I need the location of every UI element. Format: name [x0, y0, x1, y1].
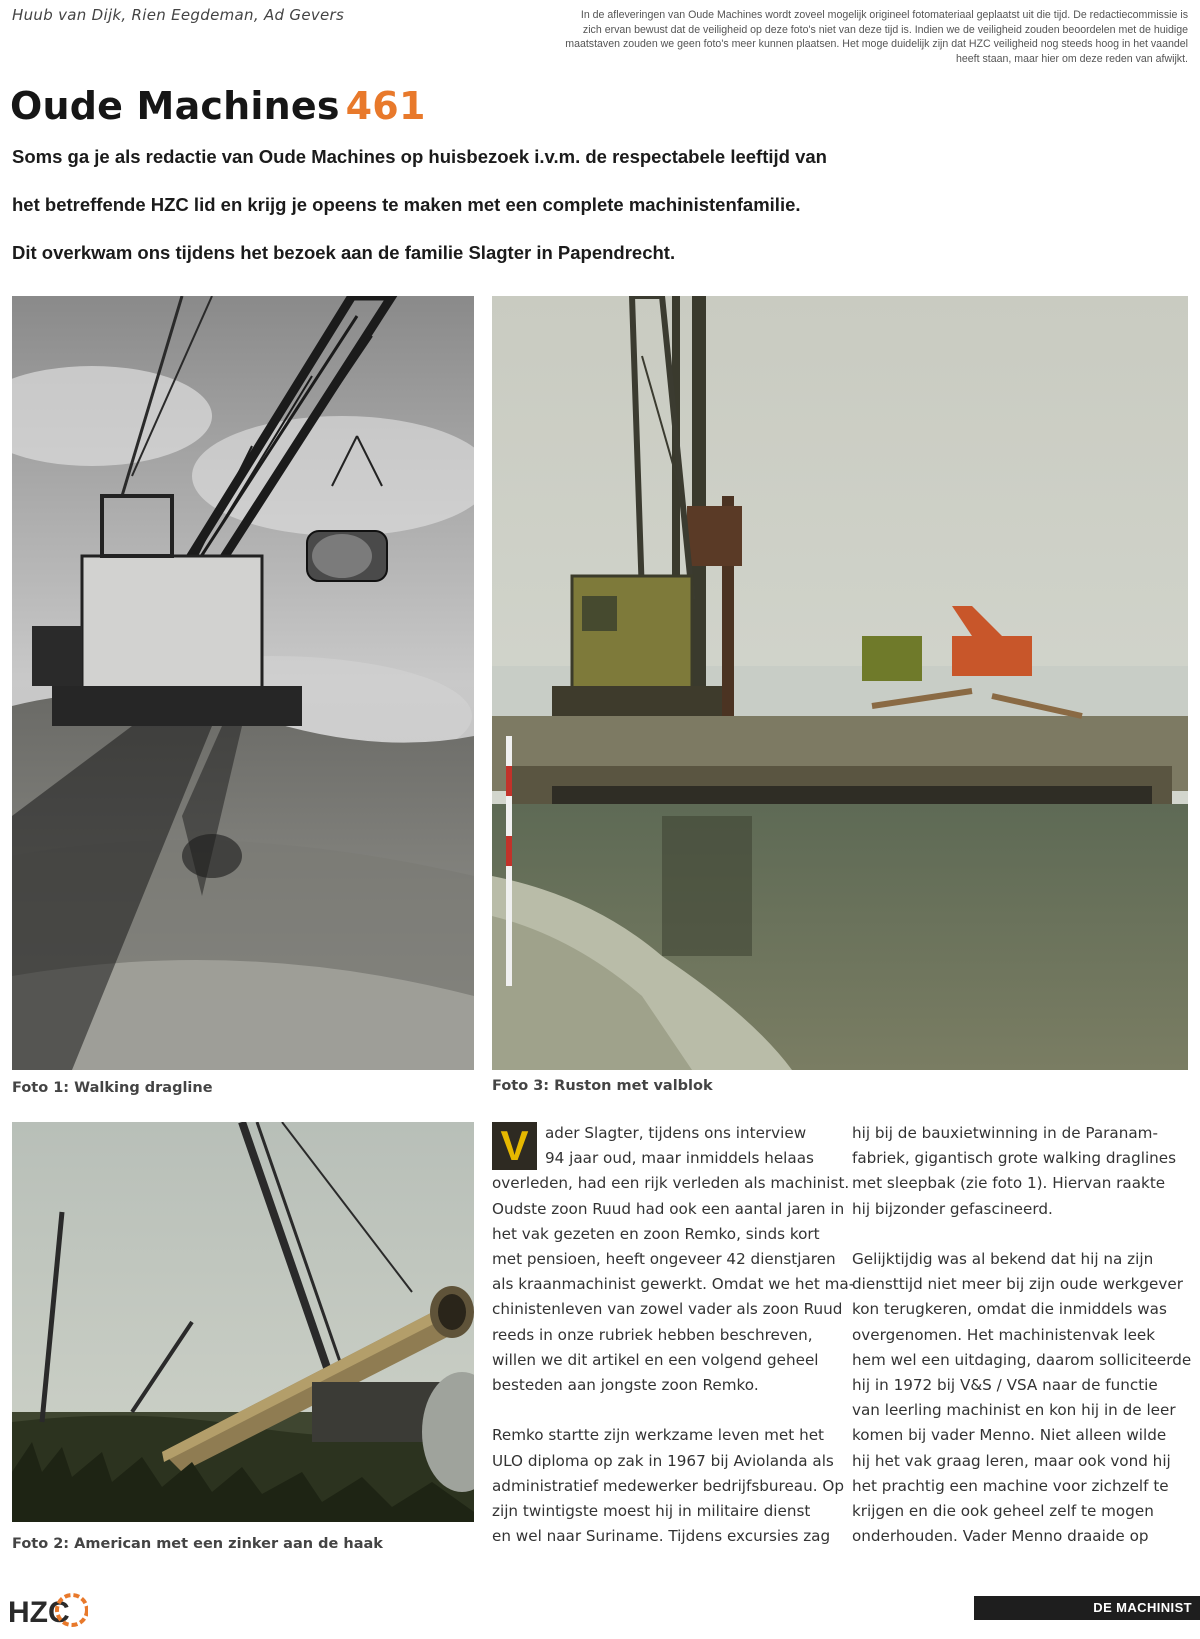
column-2-line: diensttijd niet meer bij zijn oude werkgever	[852, 1275, 1183, 1294]
article-column-1	[492, 1121, 854, 1549]
column-1-line: en wel naar Suriname. Tijdens excursies zag	[492, 1527, 831, 1546]
column-1-line: reeds in onze rubriek hebben beschreven,	[492, 1325, 813, 1344]
column-2-line: het prachtig een machine voor zichzelf te	[852, 1476, 1169, 1495]
caption-foto-2: Foto 2: American met een zinker aan de haak	[12, 1536, 383, 1552]
column-1-line: Oudste zoon Ruud had ook een aantal jaren in	[492, 1199, 845, 1218]
page-title	[10, 84, 426, 128]
hzc-logo	[8, 1590, 88, 1630]
column-1-line: Remko startte zijn werkzame leven met het	[492, 1426, 824, 1445]
column-2-line: fabriek, gigantisch grote walking draglines	[852, 1149, 1177, 1168]
article-column-2	[852, 1121, 1191, 1549]
magazine-name: DE MACHINIST	[974, 1596, 1200, 1620]
column-1-line: met pensioen, heeft ongeveer 42 dienstjaren	[492, 1250, 836, 1269]
column-1-line: willen we dit artikel en een volgend geheel	[492, 1350, 819, 1369]
column-1-line: besteden aan jongste zoon Remko.	[492, 1376, 759, 1395]
column-2-line: overgenomen. Het machinistenvak leek	[852, 1325, 1156, 1344]
column-1-line: 94 jaar oud, maar inmiddels helaas	[545, 1149, 814, 1168]
column-2-line: komen bij vader Menno. Niet alleen wilde	[852, 1426, 1167, 1445]
column-1-line: ader Slagter, tijdens ons interview	[545, 1124, 807, 1142]
photo-walking-dragline	[12, 296, 474, 1070]
column-2-line: hem wel een uitdaging, daarom solliciteerde	[852, 1350, 1192, 1369]
column-2-line: onderhouden. Vader Menno draaide op	[852, 1527, 1149, 1546]
intro-line-1: Soms ga je als redactie van Oude Machines op huisbezoek i.v.m. de respectabele leeftijd van	[12, 146, 827, 167]
column-2-line: hij bij de bauxietwinning in de Paranam-	[852, 1124, 1158, 1142]
column-2-line: van leerling machinist en kon hij in de leer	[852, 1401, 1176, 1420]
column-1-line: zijn twintigste moest hij in militaire dienst	[492, 1502, 811, 1521]
authors-byline: Huub van Dijk, Rien Eegdeman, Ad Gevers	[12, 6, 345, 24]
column-2-line: hij in 1972 bij V&S / VSA naar de functie	[852, 1376, 1158, 1395]
column-1-line: administratief medewerker bedrijfsbureau. Op	[492, 1476, 844, 1495]
intro-line-3: Dit overkwam ons tijdens het bezoek aan de familie Slagter in Papendrecht.	[12, 242, 676, 263]
intro-line-2: het betreffende HZC lid en krijg je opeens te maken met een complete machinistenfamilie.	[12, 194, 801, 215]
caption-foto-1: Foto 1: Walking dragline	[12, 1080, 213, 1096]
safety-disclaimer: In de afleveringen van Oude Machines wordt zoveel mogelijk origineel fotomateriaal geplaatst uit die tijd. De redactiecommissie is zich ervan bewust dat de veiligheid op deze foto's niet van deze tijd is. Indien we de veiligheid zouden beoordelen met de huidige maatstaven zouden we geen foto's meer kunnen plaatsen. Het moge duidelijk zijn dat HZC veiligheid nog steeds hoog in het vaandel heeft staan, maar hier om deze reden van afwijkt.	[565, 9, 1188, 65]
column-2-line: kon terugkeren, omdat die inmiddels was	[852, 1300, 1167, 1319]
column-1-line: overleden, had een rijk verleden als machinist.	[492, 1174, 850, 1193]
column-1-line: ULO diploma op zak in 1967 bij Aviolanda als	[492, 1451, 834, 1470]
column-2-line: hij het vak graag leren, maar ook vond hij	[852, 1451, 1171, 1470]
column-1-line: chinistenleven van zowel vader als zoon Ruud	[492, 1300, 843, 1319]
title-text: Oude Machines	[10, 84, 340, 128]
drop-cap: V	[492, 1122, 537, 1170]
photo-american-zinker	[12, 1122, 474, 1522]
column-2-line: Gelijktijdig was al bekend dat hij na zijn	[852, 1250, 1154, 1268]
column-2-line: met sleepbak (zie foto 1). Hiervan raakte	[852, 1174, 1166, 1193]
hzc-logo-text: HZC	[8, 1596, 70, 1629]
column-1-line: het vak gezeten en zoon Remko, sinds kort	[492, 1224, 820, 1243]
column-2-line: krijgen en die ook geheel zelf te mogen	[852, 1502, 1154, 1521]
column-1-line: als kraanmachinist gewerkt. Omdat we het ma-	[492, 1275, 855, 1294]
column-2-line: hij bijzonder gefascineerd.	[852, 1199, 1053, 1218]
issue-number: 461	[345, 84, 426, 128]
photo-ruston-valblok	[492, 296, 1188, 1070]
caption-foto-3: Foto 3: Ruston met valblok	[492, 1078, 713, 1094]
